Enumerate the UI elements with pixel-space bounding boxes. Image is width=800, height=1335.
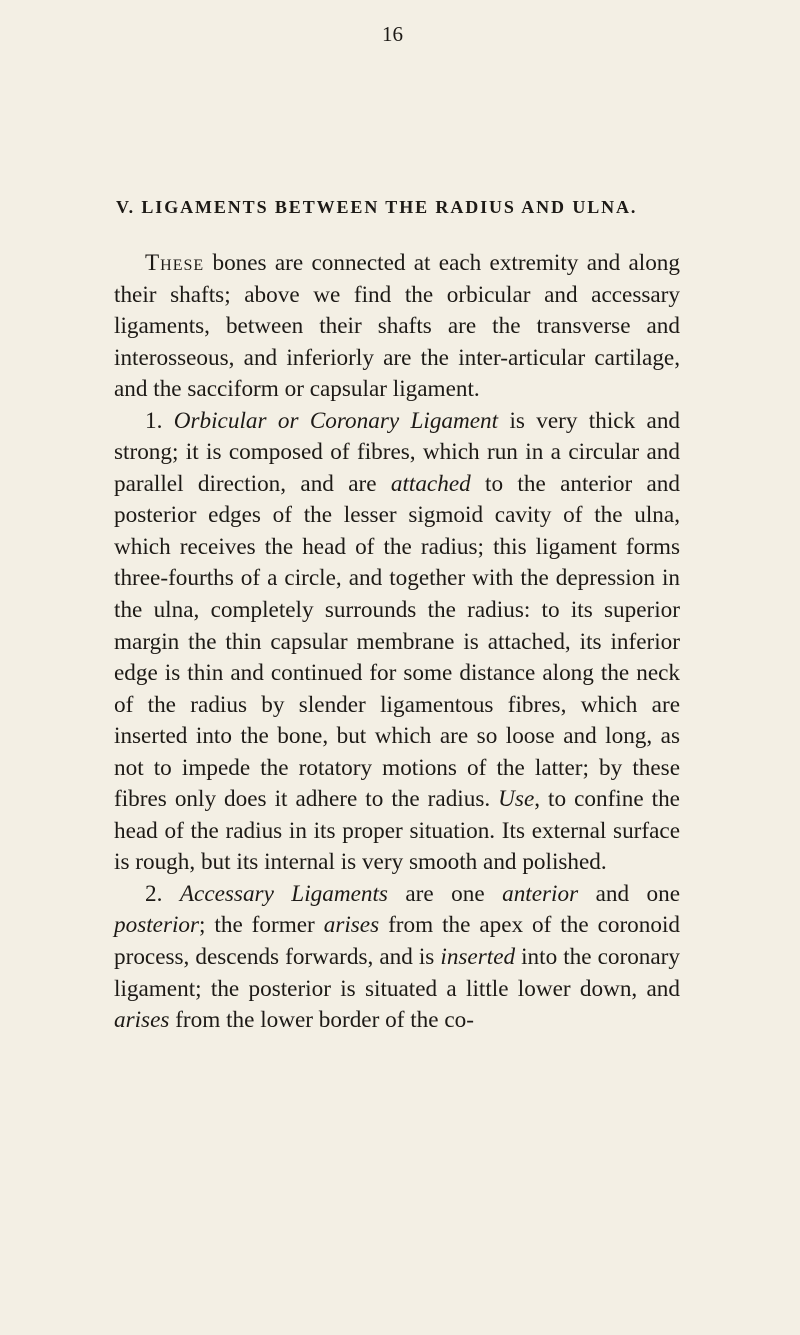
term-orbicular-ligament: Orbicular or Coronary Ligament — [173, 407, 499, 434]
paragraph-text: ; the former — [199, 912, 324, 939]
paragraph-text: is very thick and strong; it is composed of fibres, which run in a circular and parallel direction, and are — [114, 407, 681, 497]
term-accessary-ligaments: Accessary Ligaments — [179, 880, 388, 907]
section-heading: V. LIGAMENTS BETWEEN THE RADIUS AND ULNA. — [116, 197, 638, 217]
paragraph-text: into the coronary ligament; the posterior is situated a little lower down, and — [114, 944, 680, 1002]
paragraph-number: 2. — [145, 880, 180, 907]
term-anterior: anterior — [502, 880, 579, 907]
paragraph-text: bones are connected at each extremity and along their shafts; above we find the orbicular and accessary ligaments, between their shafts are the transverse and interosseous, and inferiorly are the inter-articular cartilage, and the sacciform or capsular ligament. — [114, 250, 680, 403]
term-posterior: posterior — [114, 912, 200, 939]
paragraph-text: and one — [578, 880, 680, 907]
body-text — [114, 248, 680, 1037]
term-arises: arises — [114, 1007, 170, 1034]
paragraph-number: 1. — [145, 407, 174, 434]
paragraph-text: to the anterior and posterior edges of the lesser sigmoid cavity of the ulna, which receives the head of the radius; this ligament forms three-fourths of a circle, and together with the depression in the ulna, completely surrounds the radius: to its superior margin the thin capsular membrane is attached, its inferior edge is thin and continued for some distance along the neck of the radius by slender ligamentous fibres, which are inserted into the bone, but which are so loose and long, as not to impede the rotatory motions of the latter; by these fibres only does it adhere to the radius. — [114, 470, 680, 813]
term-arises: arises — [323, 912, 380, 939]
paragraph-orbicular — [114, 406, 680, 879]
term-inserted: inserted — [440, 944, 516, 971]
term-attached: attached — [390, 470, 471, 497]
paragraph-text: from the lower border of the co- — [169, 1007, 474, 1034]
term-use: Use — [498, 786, 535, 813]
paragraph-text: , to confine the head of the radius in its proper situation. Its external surface is rough, but its internal is very smooth and polished. — [114, 786, 680, 876]
paragraph-intro — [114, 248, 680, 406]
drop-word: These — [145, 250, 205, 276]
paragraph-accessary — [114, 879, 680, 1037]
paragraph-text: are one — [387, 880, 503, 907]
page-number: 16 — [382, 22, 403, 46]
paragraph-text: from the apex of the coronoid process, descends forwards, and is — [114, 912, 680, 971]
